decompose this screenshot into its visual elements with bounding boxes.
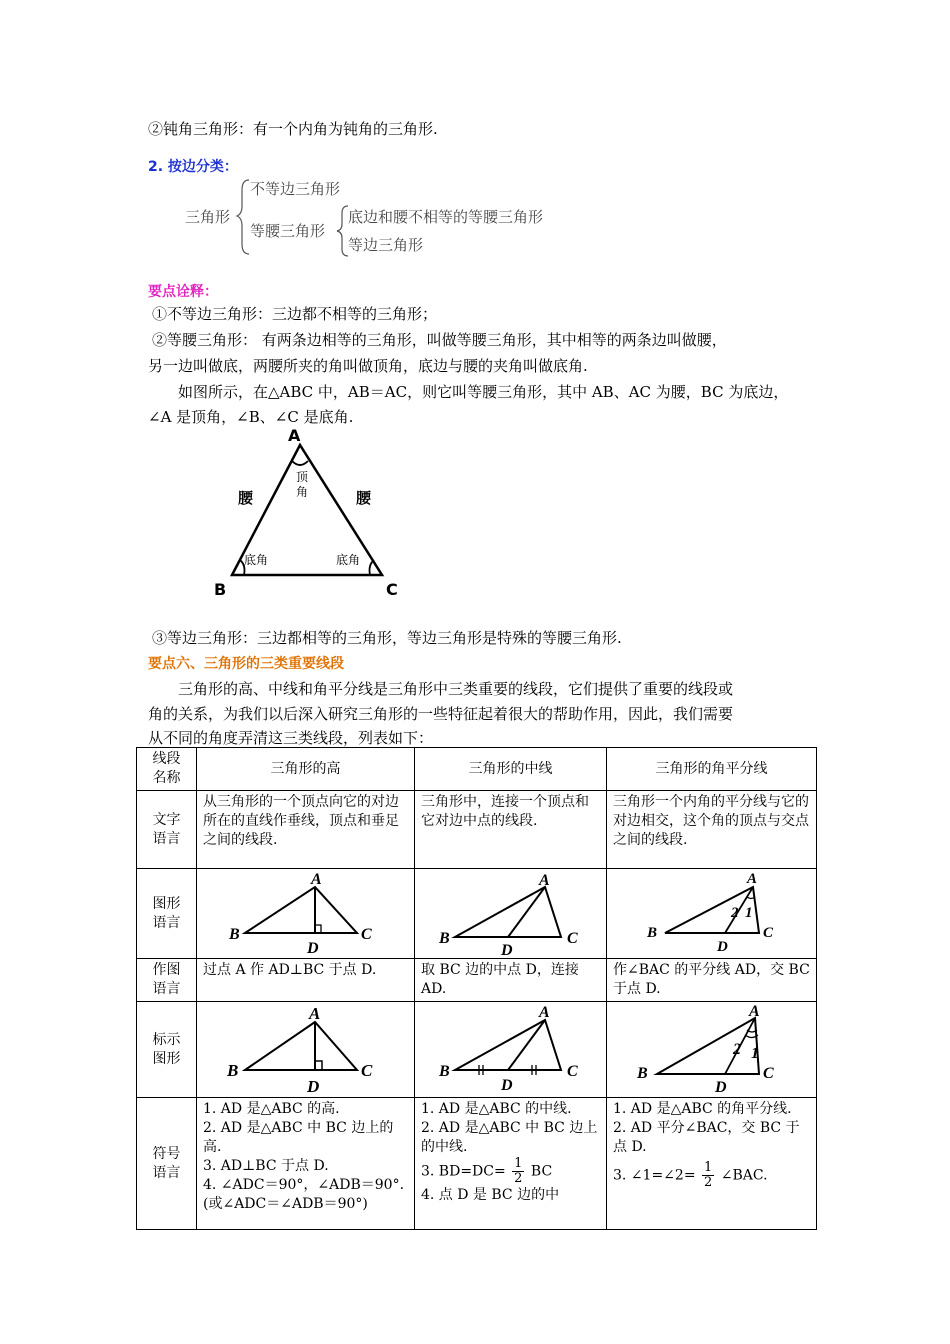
symbol-median-3-suffix: BC: [530, 1163, 553, 1180]
height-fig-C: C: [361, 926, 372, 943]
isosceles-triangle-figure: [210, 425, 410, 603]
section-six-para-1: 三角形的高、中线和角平分线是三角形中三类重要的线段，它们提供了重要的线段或: [178, 680, 734, 698]
fraction-numerator-2: 1: [704, 1160, 713, 1175]
mark-bisector-cell: [607, 1002, 817, 1098]
text-median: 三角形中，连接一个顶点和它对边中点的线段.: [415, 791, 607, 869]
iso-base-angle-left: 底角: [244, 553, 269, 567]
col-header-median: 三角形的中线: [415, 748, 607, 791]
note-scalene: ①不等边三角形：三边都不相等的三角形；: [152, 305, 438, 323]
symbol-median-4: 4. 点 D 是 BC 边的中: [421, 1187, 560, 1203]
table-row-figure: [137, 869, 817, 959]
symbol-bisector-3-prefix: 3. ∠1=∠2=: [613, 1167, 696, 1184]
row-label-draw-2: 语言: [152, 981, 181, 997]
iso-apex-text-1: 顶: [296, 470, 309, 484]
classification-scalene: 不等边三角形: [250, 180, 341, 198]
bisector-mark-figure: [607, 1002, 815, 1096]
symbol-height: [197, 1098, 415, 1230]
corner-label-1: 线段: [152, 751, 181, 767]
draw-median: 取 BC 边的中点 D，连接 AD.: [415, 959, 607, 1002]
section-six-heading: 要点六、三角形的三类重要线段: [148, 656, 344, 672]
classification-isosceles: 等腰三角形: [250, 222, 326, 240]
fig-median-cell: [415, 869, 607, 959]
symbol-median-3-prefix: 3. BD=DC=: [421, 1163, 506, 1180]
table-header-row: [137, 748, 817, 791]
symbol-median-1: 1. AD 是△ABC 的中线.: [421, 1101, 572, 1117]
classification-isosceles-nonequal: 底边和腰不相等的等腰三角形: [348, 208, 544, 226]
symbol-height-3: 3. AD⊥BC 于点 D.: [203, 1158, 329, 1174]
note-isosceles-2: 另一边叫做底，两腰所夹的角叫做顶角，底边与腰的夹角叫做底角.: [148, 357, 588, 375]
bisector-mark-A: A: [749, 1003, 760, 1020]
median-mark-D: D: [501, 1077, 513, 1094]
classification-root: 三角形: [185, 208, 231, 226]
row-label-symbol-2: 语言: [152, 1164, 181, 1181]
symbol-height-1: 1. AD 是△ABC 的高.: [203, 1101, 340, 1117]
symbol-height-5: (或∠ADC＝∠ADB＝90°): [203, 1196, 368, 1212]
row-label-figure: [137, 869, 197, 959]
col-header-height: 三角形的高: [197, 748, 415, 791]
row-label-mark-1: 标示: [152, 1031, 181, 1048]
bisector-fig-C: C: [763, 925, 774, 941]
height-fig-B: B: [229, 926, 240, 943]
iso-base-angle-right: 底角: [336, 553, 361, 567]
table-row-mark: [137, 1002, 817, 1098]
obtuse-triangle-definition: ②钝角三角形：有一个内角为钝角的三角形.: [148, 120, 438, 138]
median-mark-C: C: [567, 1063, 578, 1080]
section-six-para-3: 从不同的角度弄清这三类线段，列表如下：: [148, 729, 434, 747]
height-mark-C: C: [361, 1061, 373, 1080]
row-label-text-2: 语言: [152, 830, 181, 847]
iso-leg-right: 腰: [356, 489, 372, 507]
corner-cell: [137, 748, 197, 791]
side-classification-heading: 2. 按边分类：: [148, 159, 238, 175]
bisector-mark-B: B: [637, 1065, 648, 1082]
row-label-mark-2: 图形: [152, 1050, 181, 1067]
table-row-draw: [137, 959, 817, 1002]
bisector-fig-2: 2: [731, 905, 739, 921]
fraction-denominator: 2: [514, 1171, 523, 1186]
symbol-height-2: 2. AD 是△ABC 中 BC 边上的高.: [203, 1120, 394, 1155]
row-label-draw-1: 作图: [152, 962, 181, 978]
iso-label-A: A: [288, 426, 301, 445]
fraction-numerator: 1: [514, 1156, 523, 1171]
iso-leg-left: 腰: [238, 489, 254, 507]
fig-height-cell: [197, 869, 415, 959]
draw-bisector: 作∠BAC 的平分线 AD，交 BC 于点 D.: [607, 959, 817, 1002]
draw-height: 过点 A 作 AD⊥BC 于点 D.: [197, 959, 415, 1002]
bisector-mark-D: D: [715, 1079, 727, 1096]
median-fig-A: A: [539, 872, 550, 889]
median-mark-figure: [415, 1002, 605, 1096]
symbol-bisector-3-suffix: ∠BAC.: [720, 1167, 768, 1184]
symbol-height-4: 4. ∠ADC＝90°，∠ADB＝90°.: [203, 1177, 405, 1193]
median-fig-C: C: [567, 930, 578, 947]
height-mark-B: B: [227, 1061, 239, 1080]
bisector-mark-2: 2: [733, 1041, 741, 1058]
median-figure: [415, 869, 605, 957]
height-fig-A: A: [311, 871, 322, 888]
section-six-para-2: 角的关系，为我们以后深入研究三角形的一些特征起着很大的帮助作用，因此，我们需要: [148, 705, 734, 723]
iso-label-C: C: [386, 580, 398, 599]
half-fraction-2: [702, 1161, 714, 1190]
median-mark-B: B: [439, 1063, 450, 1080]
segments-table: [136, 747, 817, 1230]
note-example-2: ∠A 是顶角，∠B、∠C 是底角.: [148, 408, 354, 426]
symbol-bisector: [607, 1098, 817, 1230]
notes-heading: 要点诠释：: [148, 284, 218, 300]
iso-apex-text-2: 角: [296, 485, 309, 499]
height-mark-figure: [197, 1002, 413, 1096]
row-label-figure-2: 语言: [152, 914, 181, 931]
note-equilateral: ③等边三角形：三边都相等的三角形，等边三角形是特殊的等腰三角形.: [152, 629, 622, 647]
fraction-denominator-2: 2: [704, 1175, 713, 1190]
bisector-fig-1: 1: [745, 905, 753, 921]
table-row-symbol: [137, 1098, 817, 1230]
symbol-bisector-2: 2. AD 平分∠BAC，交 BC 于点 D.: [613, 1120, 800, 1155]
bisector-fig-A: A: [747, 871, 758, 887]
iso-label-B: B: [214, 580, 227, 599]
height-mark-D: D: [307, 1077, 320, 1096]
symbol-bisector-1: 1. AD 是△ABC 的角平分线.: [613, 1101, 792, 1117]
row-label-text: [137, 791, 197, 869]
row-label-mark: [137, 1002, 197, 1098]
table-row-text: [137, 791, 817, 869]
row-label-figure-1: 图形: [152, 895, 181, 912]
median-fig-D: D: [501, 942, 513, 957]
median-fig-B: B: [439, 930, 450, 947]
symbol-bisector-3: [613, 1161, 810, 1190]
text-bisector: 三角形一个内角的平分线与它的对边相交，这个角的顶点与交点之间的线段.: [607, 791, 817, 869]
bisector-fig-D: D: [717, 939, 728, 955]
symbol-median-3: [421, 1157, 600, 1186]
half-fraction: [512, 1157, 524, 1186]
height-fig-D: D: [307, 940, 319, 957]
note-example-1: 如图所示，在△ABC 中，AB＝AC，则它叫等腰三角形，其中 AB、AC 为腰，BC 为底边，: [178, 383, 789, 401]
mark-height-cell: [197, 1002, 415, 1098]
classification-equilateral: 等边三角形: [348, 236, 424, 254]
row-label-draw: [137, 959, 197, 1002]
height-figure: [197, 869, 413, 957]
mark-median-cell: [415, 1002, 607, 1098]
row-label-symbol-1: 符号: [152, 1145, 181, 1162]
median-mark-A: A: [539, 1004, 550, 1021]
height-mark-A: A: [309, 1004, 321, 1023]
row-label-symbol: [137, 1098, 197, 1230]
bisector-mark-C: C: [763, 1065, 774, 1082]
symbol-median-2: 2. AD 是△ABC 中 BC 边上的中线.: [421, 1120, 598, 1155]
bisector-fig-B: B: [647, 925, 658, 941]
fig-bisector-cell: [607, 869, 817, 959]
bisector-mark-1: 1: [751, 1045, 759, 1062]
note-isosceles-1: ②等腰三角形： 有两条边相等的三角形，叫做等腰三角形，其中相等的两条边叫做腰，: [152, 331, 727, 349]
row-label-text-1: 文字: [152, 811, 181, 828]
symbol-median: [415, 1098, 607, 1230]
corner-label-2: 名称: [152, 770, 181, 786]
text-height: 从三角形的一个顶点向它的对边所在的直线作垂线，顶点和垂足之间的线段.: [197, 791, 415, 869]
bisector-figure: [607, 869, 815, 957]
col-header-bisector: 三角形的角平分线: [607, 748, 817, 791]
